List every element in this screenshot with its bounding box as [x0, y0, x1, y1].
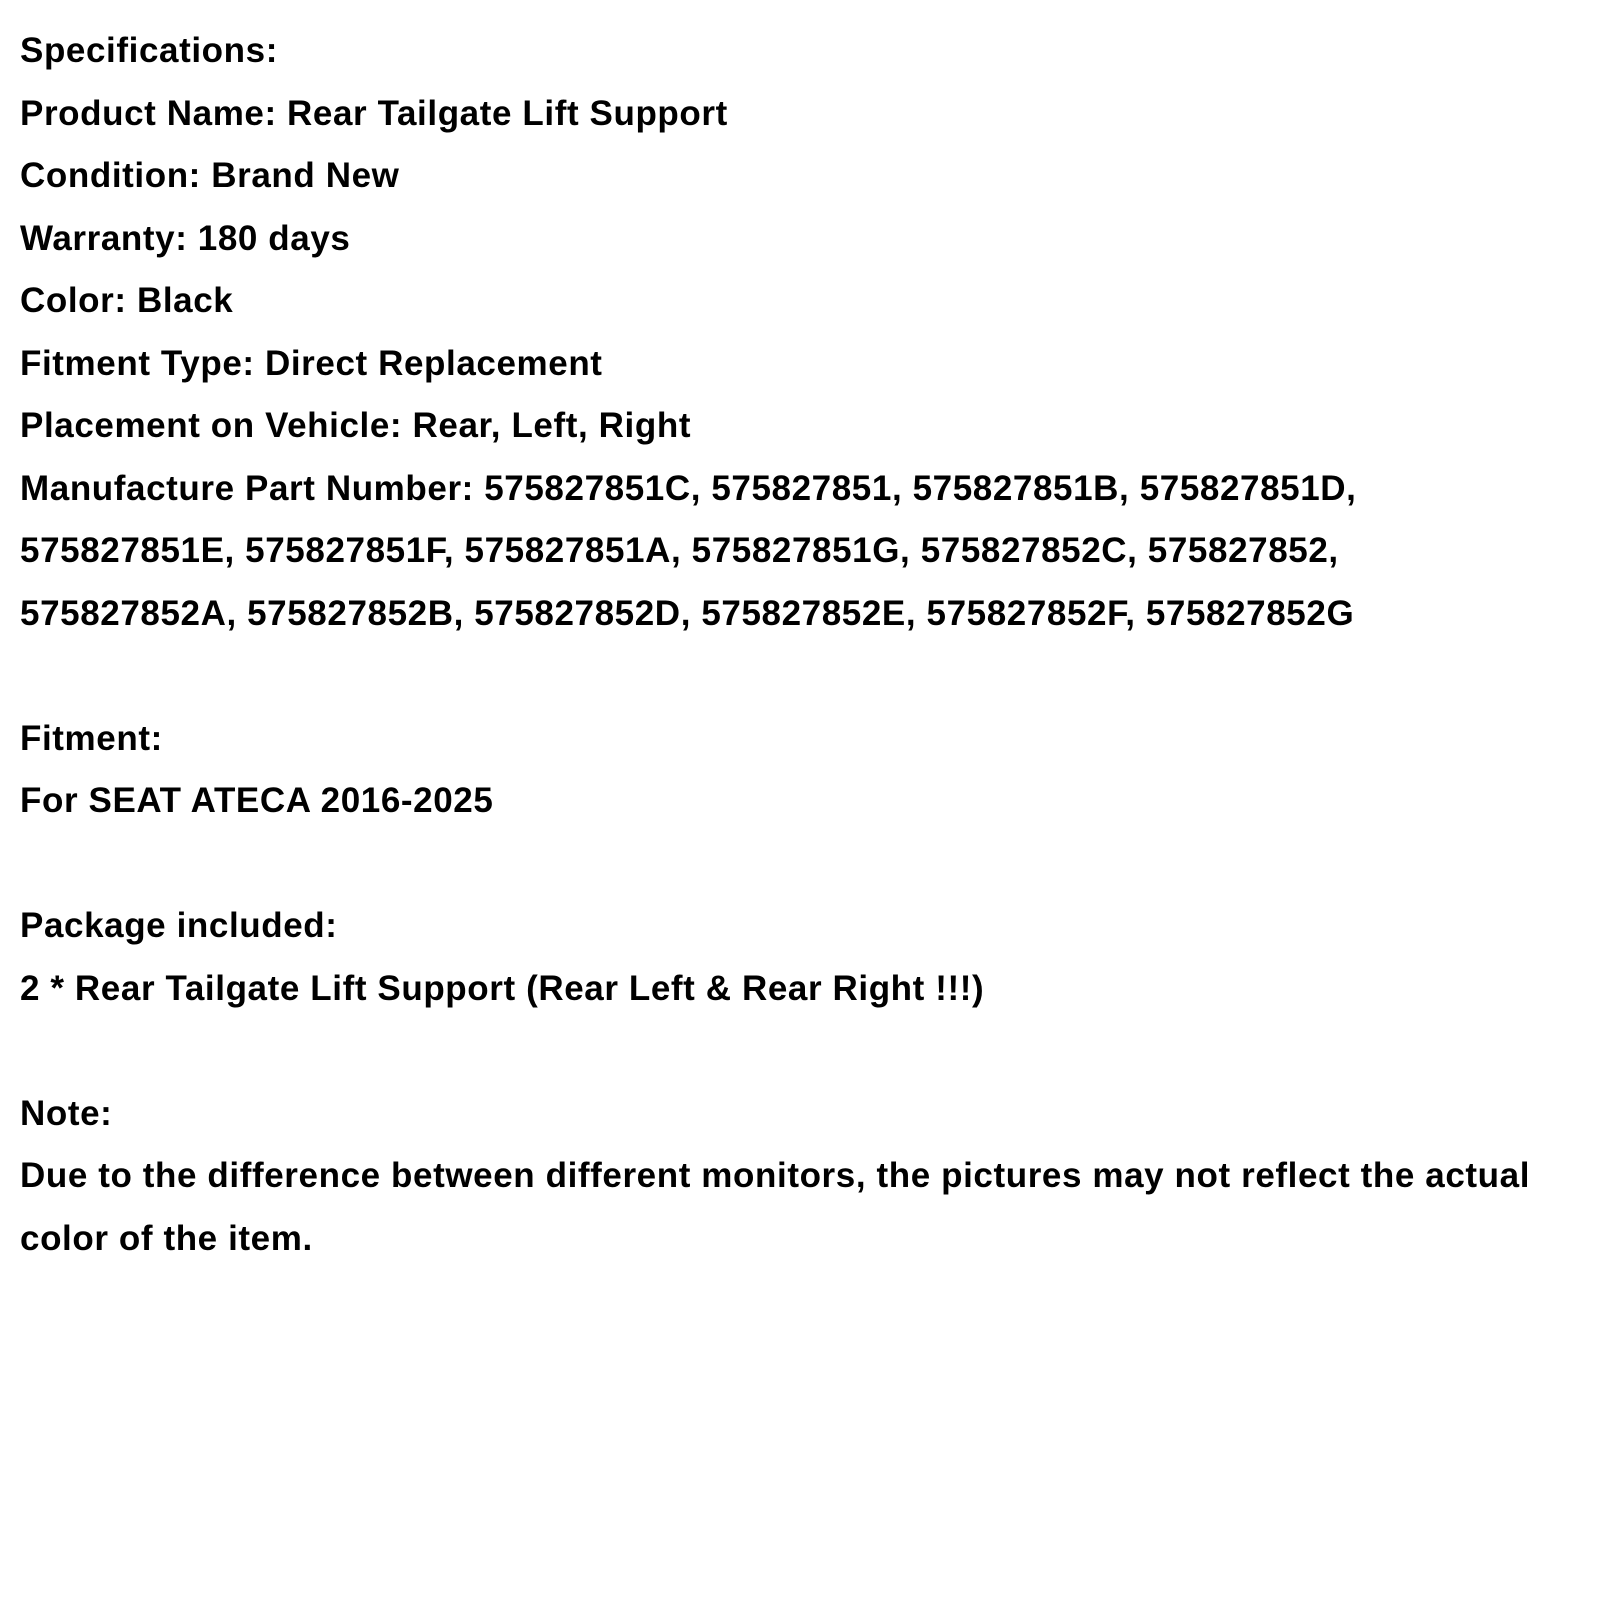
condition-line: Condition: Brand New	[20, 156, 400, 195]
placement-line: Placement on Vehicle: Rear, Left, Right	[20, 406, 692, 445]
part-number-line-3: 575827852A, 575827852B, 575827852D, 575827852E, 575827852F, 575827852G	[20, 593, 1355, 633]
package-contents-line: 2 * Rear Tailgate Lift Support (Rear Left & Rear Right !!!)	[20, 968, 985, 1008]
warranty-line: Warranty: 180 days	[20, 218, 351, 258]
specifications-heading: Specifications:	[20, 31, 278, 70]
color-line: Color: Black	[20, 281, 234, 320]
fitment-vehicle-line: For SEAT ATECA 2016-2025	[20, 781, 494, 820]
package-heading: Package included:	[20, 906, 338, 945]
note-line-1: Due to the difference between different monitors, the pictures may not reflect the actual	[20, 1156, 1531, 1195]
product-description	[20, 20, 1590, 1270]
fitment-type-line: Fitment Type: Direct Replacement	[20, 343, 603, 383]
spacer	[20, 645, 1590, 708]
spacer	[20, 833, 1590, 896]
spacer	[20, 1020, 1590, 1083]
product-name-line: Product Name: Rear Tailgate Lift Support	[20, 93, 728, 133]
fitment-heading: Fitment:	[20, 718, 163, 758]
note-heading: Note:	[20, 1093, 113, 1133]
part-number-line-1: Manufacture Part Number: 575827851C, 575827851, 575827851B, 575827851D,	[20, 468, 1357, 508]
note-line-2: color of the item.	[20, 1218, 313, 1258]
part-number-line-2: 575827851E, 575827851F, 575827851A, 575827851G, 575827852C, 575827852,	[20, 531, 1339, 570]
